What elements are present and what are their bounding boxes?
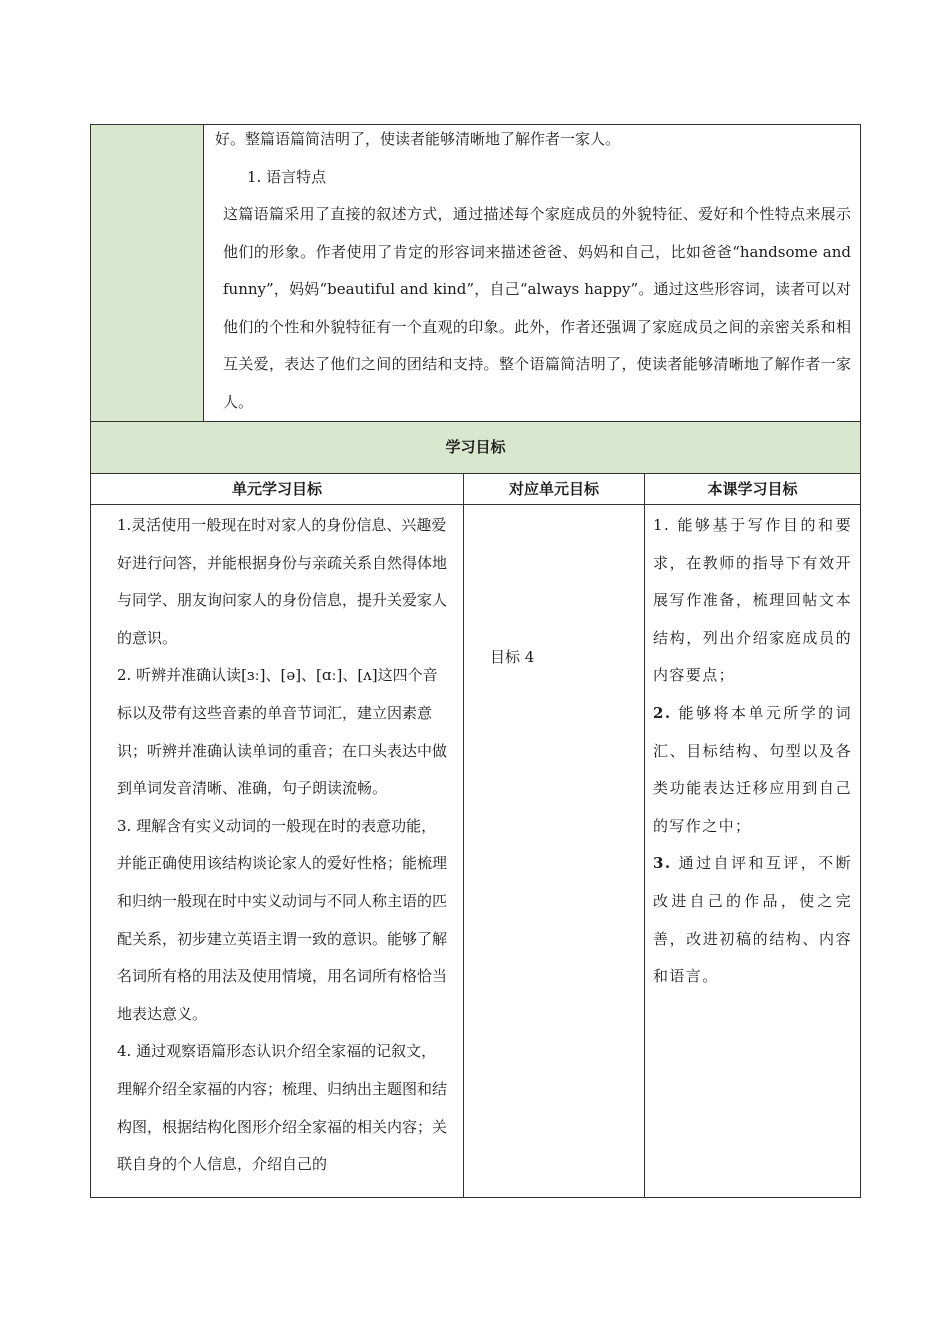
goals-row [91,505,861,1198]
language-features-heading: 1. 语言特点 [247,167,327,186]
lesson-goals-cell [645,505,861,1198]
row-label-cell [91,125,204,422]
lesson-goal-item [653,507,852,695]
lesson-goal-text: 通过自评和互评，不断改进自己的作品，使之完善，改进初稿的结构、内容和语言。 [653,854,852,986]
lesson-goal-item [653,845,852,995]
lesson-goal-text: 能够将本单元所学的词汇、目标结构、句型以及各类功能表达迁移应用到自己的写作之中； [653,703,852,835]
lesson-goal-text: 能够基于写作目的和要求，在教师的指导下有效开展写作准备，梳理回帖文本结构，列出介绍家庭成员的内容要点； [653,516,852,685]
unit-goal-item: 3. 理解含有实义动词的一般现在时的表意功能，并能正确使用该结构谈论家人的爱好性格；能梳理和归纳一般现在时中实义动词与不同人称主语的匹配关系，初步建立英语主谓一致的意识。能够了解名词所有格的用法及使用情境，用名词所有格恰当地表达意义。 [117,816,448,1023]
document-page [90,124,860,1198]
lesson-goal-number: 3. [653,854,672,873]
column-header-lesson-goals: 本课学习目标 [645,474,861,505]
mapped-goal-cell [464,505,645,1198]
column-header-row [91,474,861,505]
column-header-unit-goals: 单元学习目标 [91,474,464,505]
closing-line: 好。整篇语篇简洁明了，使读者能够清晰地了解作者一家人。 [215,130,621,148]
section-title-row [91,422,861,474]
unit-goals-cell [91,505,464,1198]
unit-goal-item: 1.灵活使用一般现在时对家人的身份信息、兴趣爱好进行问答，并能根据身份与亲疏关系自然得体地与同学、朋友询问家人的身份信息，提升关爱家人的意识。 [117,516,448,647]
unit-goal-item: 4. 通过观察语篇形态认识介绍全家福的记叙文，理解介绍全家福的内容；梳理、归纳出主题图和结构图，根据结构化图形介绍全家福的相关内容；关联自身的个人信息，介绍自己的 [117,1042,448,1174]
analysis-cell [204,125,861,422]
lesson-plan-table [90,124,861,1198]
lesson-goal-number: 1. [653,516,671,534]
language-features-paragraph: 这篇语篇采用了直接的叙述方式，通过描述每个家庭成员的外貌特征、爱好和个性特点来展示他们的形象。作者使用了肯定的形容词来描述爸爸、妈妈和自己，比如爸爸“handsome and funny”，妈妈“beautiful and kind”，自己“always happy”。通过这些形容词，读者可以对他们的个性和外貌特征有一个直观的印象。此外，作者还强调了家庭成员之间的亲密关系和相互关爱，表达了他们之间的团结和支持。整个语篇简洁明了，使读者能够清晰地了解作者一家人。 [223,205,851,411]
section-title: 学习目标 [91,422,861,474]
lesson-goal-item [653,695,852,845]
analysis-row [91,125,861,422]
column-header-mapped-goal: 对应单元目标 [464,474,645,505]
mapped-goal-text: 目标 4 [490,648,535,666]
unit-goal-item: 2. 听辨并准确认读[ɜː]、[ə]、[ɑː]、[ʌ]这四个音标以及带有这些音素的单音节词汇，建立因素意识；听辨并准确认读单词的重音；在口头表达中做到单词发音清晰、准确，句子朗读流畅。 [117,666,448,798]
lesson-goal-number: 2. [653,703,672,722]
